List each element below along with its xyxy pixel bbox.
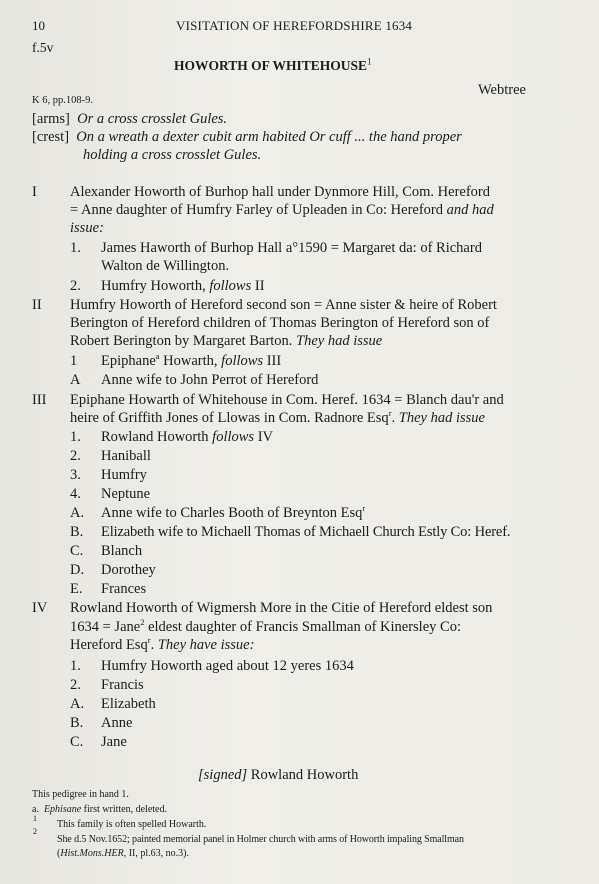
g1-line-3: issue:: [70, 220, 104, 236]
g3-daughter: Elizabeth wife to Michaell Thomas of Michaell Church Estly Co: Heref.: [101, 524, 511, 540]
g1-child-1: James Haworth of Burhop Hall a°1590 = Margaret da: of Richard: [101, 240, 482, 256]
g2-line-3: Robert Berington by Margaret Barton. They had issue: [70, 333, 383, 349]
g4-child-mark: C.: [70, 734, 84, 750]
signature-line: [signed] Rowland Howorth: [198, 767, 359, 783]
reference-text: K 6, pp.108-9.: [32, 95, 93, 106]
g4-line-1: Rowland Howorth of Wigmersh More in the Citie of Hereford eldest son: [70, 600, 493, 616]
g1-child-2: Humfry Howorth, follows II: [101, 278, 265, 294]
folio-reference: f.5v: [32, 40, 54, 55]
g4-child-mark: 1.: [70, 658, 81, 674]
g3-line-1: Epiphane Howarth of Whitehouse in Com. Heref. 1634 = Blanch dau'r and: [70, 392, 504, 408]
g4-line-3: Hereford Esq$^r$. They have issue:: [70, 635, 255, 653]
generation-numeral-i: I: [32, 184, 37, 200]
g2-daughter-a: Anne wife to John Perrot of Hereford: [101, 372, 319, 388]
g3-son: Humfry: [101, 467, 147, 483]
g1-line-2: = Anne daughter of Humfry Farley of Upleaden in Co: Hereford and had: [70, 202, 494, 218]
footnote-1: This family is often spelled Howarth.: [57, 819, 207, 830]
generation-numeral-iv: IV: [32, 600, 48, 616]
g3-son: Rowland Howorth follows IV: [101, 429, 274, 445]
g3-son-mark: 4.: [70, 486, 81, 502]
g4-child: Francis: [101, 677, 144, 693]
running-title: VISITATION OF HEREFORDSHIRE 1634: [176, 18, 413, 33]
g3-daughter-mark: A.: [70, 505, 85, 521]
g1-child-2-mark: 2.: [70, 278, 81, 294]
generation-numeral-iii: III: [32, 392, 47, 408]
pedigree-title: HOWORTH OF WHITEHOUSE$^1$: [174, 56, 372, 73]
g3-daughter-mark: C.: [70, 543, 84, 559]
g4-child: Jane: [101, 734, 127, 750]
g2-child-1-mark: 1: [70, 353, 78, 369]
g2-line-1: Humfry Howorth of Hereford second son = Anne sister & heire of Robert: [70, 297, 497, 313]
g4-child: Elizabeth: [101, 696, 156, 712]
g1-child-1-mark: 1.: [70, 240, 81, 256]
g3-son: Haniball: [101, 448, 151, 464]
footnote-2-line-1: She d.5 Nov.1652; painted memorial panel in Holmer church with arms of Howorth impaling Smallman: [57, 834, 464, 845]
g3-son-mark: 2.: [70, 448, 81, 464]
g3-son: Neptune: [101, 486, 151, 502]
g4-line-2: 1634 = Jane$^2$ eldest daughter of Francis Smallman of Kinersley Co:: [70, 617, 461, 635]
g2-child-1: Epiphane$^a$ Howarth, follows III: [101, 351, 282, 369]
footnote-a: a. Ephisane first written, deleted.: [32, 804, 167, 815]
g4-child: Anne: [101, 715, 133, 731]
g4-child-mark: B.: [70, 715, 84, 731]
g2-line-2: Berington of Hereford children of Thomas Berington of Hereford son of: [70, 315, 490, 331]
footnote-hand: This pedigree in hand 1.: [32, 789, 129, 800]
crest-line-2: holding a cross crosslet Gules.: [83, 147, 262, 163]
g4-child: Humfry Howorth aged about 12 yeres 1634: [101, 658, 354, 674]
g3-son-mark: 3.: [70, 467, 81, 483]
g3-line-2: heire of Griffith Jones of Llowas in Com. Radnore Esq$^r$. They had issue: [70, 408, 485, 426]
g3-son-mark: 1.: [70, 429, 81, 445]
crest-line-1: [crest] On a wreath a dexter cubit arm habited Or cuff ... the hand proper: [32, 129, 462, 145]
g4-child-mark: A.: [70, 696, 85, 712]
g3-daughter: Frances: [101, 581, 147, 597]
g2-daughter-a-mark: A: [70, 372, 81, 388]
g3-daughter: Anne wife to Charles Booth of Breynton Esq$^r$: [101, 503, 366, 521]
g3-daughter: Dorothey: [101, 562, 156, 578]
page-number: 10: [32, 18, 45, 33]
arms-line: [arms] Or a cross crosslet Gules.: [32, 111, 228, 127]
g3-daughter-mark: E.: [70, 581, 83, 597]
g3-daughter: Blanch: [101, 543, 143, 559]
g3-daughter-mark: B.: [70, 524, 84, 540]
g1-line-1: Alexander Howorth of Burhop hall under Dynmore Hill, Com. Hereford: [70, 184, 490, 200]
footnote-2-line-2: (Hist.Mons.HER, II, pl.63, no.3).: [57, 848, 189, 859]
footnote-2-marker: 2: [33, 827, 37, 836]
g1-child-1-cont: Walton de Willington.: [101, 258, 230, 274]
footnote-1-marker: 1: [33, 814, 37, 823]
g3-daughter-mark: D.: [70, 562, 85, 578]
g4-child-mark: 2.: [70, 677, 81, 693]
title-note-marker: 1: [367, 56, 372, 67]
generation-numeral-ii: II: [32, 297, 42, 313]
place-label: Webtree: [478, 82, 526, 98]
